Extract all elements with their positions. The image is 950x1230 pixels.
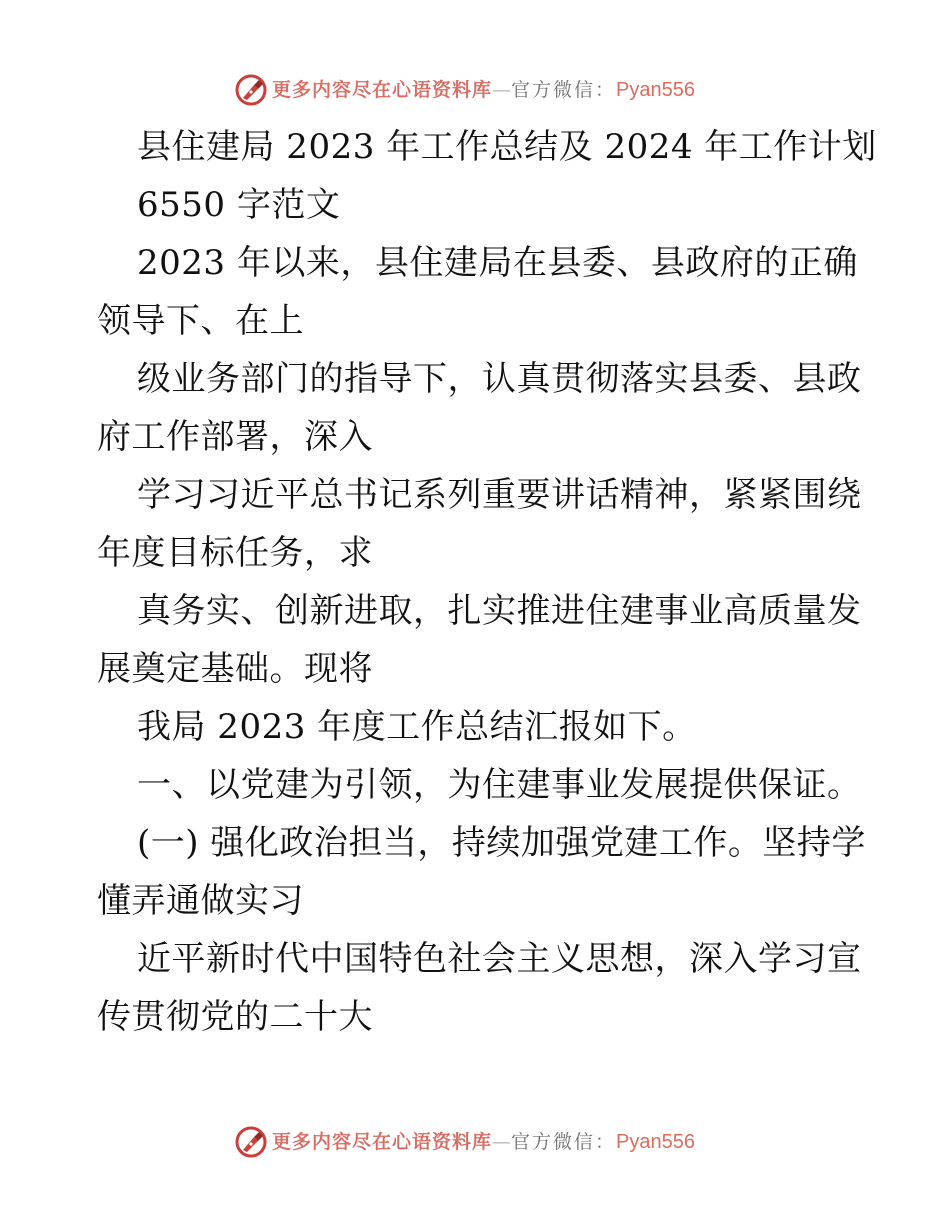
watermark-text bbox=[272, 77, 695, 103]
watermark-text bbox=[272, 1129, 695, 1155]
watermark-account: Pyan556 bbox=[616, 79, 695, 101]
doc-line: 领导下、在上 bbox=[97, 301, 304, 341]
doc-line: 近平新时代中国特色社会主义思想，深入学习宣 bbox=[137, 939, 862, 979]
header-watermark-banner bbox=[0, 70, 950, 110]
section-heading: 一、以党建为引领，为住建事业发展提供保证。 bbox=[137, 765, 862, 805]
watermark-dash: — bbox=[492, 1131, 512, 1153]
watermark-wechat-label: 官方微信： bbox=[511, 79, 617, 101]
doc-line: 级业务部门的指导下，认真贯彻落实县委、县政 bbox=[137, 359, 862, 399]
doc-line: 府工作部署，深入 bbox=[97, 417, 373, 457]
pen-nib-logo-icon bbox=[234, 73, 268, 107]
doc-line: 2023 年以来，县住建局在县委、县政府的正确 bbox=[137, 243, 858, 283]
doc-line: 真务实、创新进取，扎实推进住建事业高质量发 bbox=[137, 591, 862, 631]
watermark-account: Pyan556 bbox=[616, 1131, 695, 1153]
pen-nib-logo-icon bbox=[234, 1125, 268, 1159]
doc-line: 展奠定基础。现将 bbox=[97, 649, 373, 689]
doc-line: 懂弄通做实习 bbox=[97, 881, 304, 921]
doc-title-line-2: 6550 字范文 bbox=[137, 185, 341, 225]
subsection-heading: (一) 强化政治担当，持续加强党建工作。坚持学 bbox=[137, 823, 866, 863]
footer-watermark-banner bbox=[0, 1122, 950, 1162]
doc-line: 学习习近平总书记系列重要讲话精神，紧紧围绕 bbox=[137, 475, 862, 515]
doc-line: 我局 2023 年度工作总结汇报如下。 bbox=[137, 707, 697, 747]
watermark-brand: 更多内容尽在心语资料库 bbox=[272, 1131, 493, 1153]
watermark-wechat-label: 官方微信： bbox=[511, 1131, 617, 1153]
doc-line: 传贯彻党的二十大 bbox=[97, 997, 373, 1037]
doc-title-line-1: 县住建局 2023 年工作总结及 2024 年工作计划 bbox=[137, 127, 877, 167]
watermark-dash: — bbox=[492, 79, 512, 101]
doc-line: 年度目标任务，求 bbox=[97, 533, 373, 573]
watermark-brand: 更多内容尽在心语资料库 bbox=[272, 79, 493, 101]
